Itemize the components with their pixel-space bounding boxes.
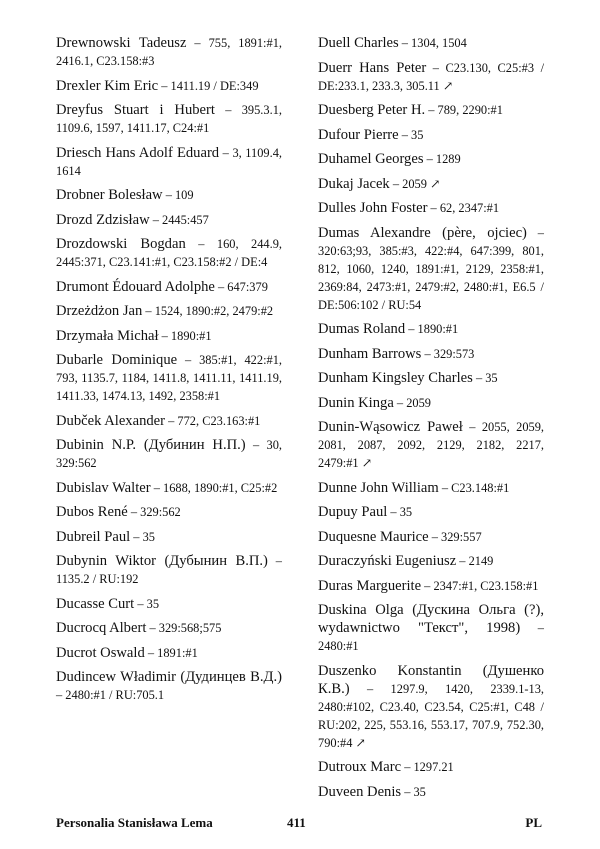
entry-refs: 1297.9, 1420, 2339.1-13, 2480:#102, C23.40, C23.54, C25:#1, C48 / RU:202, 225, 553.16, 553.17, 707.9, 752.30, 790:#4 ↗ (318, 681, 545, 750)
index-entry (56, 528, 282, 546)
entry-name: Drozd Zdzisław (56, 211, 150, 228)
entry-refs: 2347:#1, C23.158:#1 (433, 578, 539, 593)
index-entry (318, 199, 544, 217)
entry-refs: 1304, 1504 (411, 36, 467, 50)
entry-refs: 1890:#1 (417, 322, 459, 336)
entry-refs: 1297.21 (413, 760, 454, 774)
entry-name: Dubček Alexander (56, 412, 166, 429)
entry-dash: – (146, 621, 159, 635)
index-entry (56, 503, 282, 521)
entry-name: Drzeżdżon Jan (56, 303, 143, 319)
entry-dash: – (398, 127, 412, 142)
entry-dash: – (149, 212, 163, 227)
index-entry (56, 302, 282, 320)
entry-dash: – (427, 201, 440, 215)
page-number: 411 (287, 815, 306, 830)
entry-dash: – (398, 36, 412, 50)
entry-name: Dunham Kingsley Charles (318, 370, 473, 386)
entry-dash: – (423, 152, 436, 166)
index-entry (318, 224, 544, 314)
entry-refs: 35 (413, 784, 426, 799)
entry-refs: 35 (142, 529, 155, 544)
entry-refs: 1891:#1 (157, 645, 198, 660)
entry-refs: 2059 (406, 395, 431, 410)
entry-dash: – (150, 480, 163, 495)
entry-refs: 2480:#1 (318, 639, 359, 653)
entry-refs: 2480:#1 / RU:705.1 (65, 688, 165, 702)
entry-refs: 3, 1109.4, 1614 (56, 145, 283, 178)
entry-dash: – (219, 145, 233, 160)
entry-dash: – (142, 304, 155, 318)
index-entry (318, 758, 544, 776)
entry-dash: – (165, 413, 178, 428)
index-entry (56, 186, 282, 204)
entry-refs: 385:#1, 422:#1, 793, 1135.7, 1184, 1411.8, 1411.11, 1411.19, 1411.33, 1474.13, 1492, 2358:#1 (56, 353, 282, 403)
index-entry (318, 662, 544, 752)
entry-dash: – (401, 760, 414, 774)
index-entry (318, 101, 544, 119)
entry-dash: – (144, 645, 158, 660)
entry-refs: 35 (411, 127, 424, 142)
index-entry (56, 34, 282, 70)
entry-name: Dumas Roland (318, 321, 406, 337)
entry-dash: – (421, 578, 434, 593)
entry-dash: – (401, 784, 414, 799)
entry-name: Dupuy Paul (318, 504, 388, 520)
entry-dash: – (214, 279, 228, 294)
entry-name: Duszenko Konstantin (Душенко К.В.) (318, 662, 544, 697)
entry-name: Drzymała Michał (56, 327, 159, 344)
entry-name: Drobner Bolesław (56, 187, 163, 203)
entry-dash: – (472, 371, 486, 385)
entry-name: Drozdowski Bogdan (56, 236, 186, 252)
page-footer (56, 815, 542, 831)
index-entry (318, 320, 544, 338)
entry-dash: – (127, 505, 141, 519)
entry-dash: – (177, 353, 200, 367)
entry-name: Ducrot Oswald (56, 644, 145, 661)
entry-dash: – (130, 529, 143, 544)
entry-name: Dumas Alexandre (père, ojciec) (318, 224, 527, 241)
index-entry (56, 644, 282, 662)
index-entry (56, 552, 282, 588)
index-entry (56, 668, 282, 704)
entry-name: Ducasse Curt (56, 595, 135, 612)
entry-dash: – (158, 328, 171, 343)
entry-dash: – (158, 78, 171, 93)
entry-refs: 1411.19 / DE:349 (170, 78, 259, 93)
entry-name: Dukaj Jacek (318, 175, 390, 192)
index-entry (318, 345, 544, 363)
entry-refs: 1289 (435, 152, 461, 166)
entry-refs: C23.148:#1 (451, 480, 510, 495)
entry-dash: – (267, 554, 282, 568)
entry-name: Duskina Olga (Дускина Ольга (?), wydawnictwo "Текст", 1998) (318, 602, 544, 636)
entry-name: Duquesne Maurice (318, 528, 429, 545)
entry-refs: 2059 ↗ (402, 176, 441, 191)
entry-dash: – (425, 103, 438, 117)
entry-name: Duhamel Georges (318, 151, 424, 167)
entry-dash: – (185, 237, 217, 251)
index-entry (318, 418, 544, 472)
entry-name: Dubreil Paul (56, 528, 131, 545)
entry-name: Duell Charles (318, 35, 399, 51)
index-entry (56, 412, 282, 430)
entry-name: Duraczyński Eugeniusz (318, 553, 457, 569)
entry-refs: 1890:#1 (170, 328, 212, 343)
entry-name: Duerr Hans Peter (318, 59, 427, 76)
index-entry (56, 278, 282, 296)
index-entry (318, 126, 544, 144)
index-entry (318, 369, 544, 387)
entry-refs: 789, 2290:#1 (437, 103, 503, 117)
entry-dash: – (56, 688, 66, 702)
index-entry (56, 436, 282, 472)
entry-refs: C23.130, C25:#3 / DE:233.1, 233.3, 305.11 ↗ (318, 60, 545, 93)
entry-name: Dufour Pierre (318, 126, 399, 143)
entry-name: Duveen Denis (318, 783, 402, 800)
entry-name: Dubynin Wiktor (Дубынин В.П.) (56, 553, 268, 569)
index-entry (56, 144, 282, 180)
entry-name: Duras Marguerite (318, 577, 422, 594)
index-entry (318, 150, 544, 168)
entry-refs: 35 (146, 596, 160, 611)
entry-dash: – (426, 60, 446, 75)
entry-dash: – (162, 188, 175, 202)
index-entry (318, 394, 544, 412)
entry-dash: – (428, 529, 442, 544)
entry-refs: 160, 244.9, 2445:371, C23.141:#1, C23.158:#2 / DE:4 (56, 237, 282, 269)
entry-name: Dunne John William (318, 479, 439, 496)
entry-name: Dulles John Foster (318, 200, 428, 216)
index-entry (318, 479, 544, 497)
entry-refs: 329:568;575 (158, 621, 222, 635)
footer-lang: PL (525, 815, 542, 830)
entry-dash: – (526, 225, 544, 240)
entry-refs: 329:573 (433, 346, 475, 361)
index-entry (56, 479, 282, 497)
entry-name: Dubarle Dominique (56, 352, 178, 368)
index-entry (56, 235, 282, 271)
index-entry (318, 552, 544, 570)
entry-refs: 2149 (468, 554, 494, 568)
entry-refs: 2055, 2059, 2081, 2087, 2092, 2129, 2182, 2217, 2479:#1 ↗ (318, 420, 544, 470)
index-entry (56, 351, 282, 405)
entry-refs: 320:63;93, 385:#3, 422:#4, 647:399, 801, 812, 1060, 1240, 1891:#1, 2129, 2358:#1, 2369:84, 2473:#1, 2479:#2, 2480:#1, E6.5 / DE:506:102 / RU:54 (318, 243, 544, 312)
index-entry (56, 327, 282, 345)
entry-name: Ducrocq Albert (56, 620, 147, 636)
entry-refs: 329:557 (441, 529, 482, 544)
index-entry (56, 595, 282, 613)
entry-name: Dunham Barrows (318, 345, 422, 362)
entry-name: Drumont Édouard Adolphe (56, 278, 215, 295)
index-entry (318, 783, 544, 801)
entry-dash: – (349, 681, 391, 696)
index-entry (318, 175, 544, 193)
entry-name: Dunin-Wąsowicz Paweł (318, 419, 463, 435)
entry-refs: 109 (174, 188, 194, 202)
entry-refs: 35 (399, 505, 413, 519)
right-column (318, 34, 544, 807)
entry-dash: – (134, 596, 147, 611)
entry-refs: 2445:457 (162, 212, 209, 227)
entry-name: Drexler Kim Eric (56, 77, 159, 94)
entry-name: Drewnowski Tadeusz (56, 35, 187, 51)
entry-dash: – (405, 322, 418, 336)
entry-refs: 35 (485, 371, 498, 385)
entry-dash: – (245, 438, 267, 452)
index-entry (318, 59, 544, 95)
entry-name: Dreyfus Stuart i Hubert (56, 102, 215, 118)
footer-title: Personalia Stanisława Lema (56, 815, 213, 830)
index-entry (56, 619, 282, 637)
index-entry (318, 503, 544, 521)
index-entry (56, 77, 282, 95)
entry-refs: 395.3.1, 1109.6, 1597, 1411.17, C24:#1 (56, 103, 282, 135)
entry-name: Dubislav Walter (56, 479, 151, 496)
index-entry (318, 528, 544, 546)
entry-refs: 1524, 1890:#2, 2479:#2 (154, 304, 274, 318)
entry-refs: 1688, 1890:#1, C25:#2 (163, 480, 278, 495)
entry-dash: – (438, 480, 452, 495)
entry-name: Dunin Kinga (318, 394, 394, 411)
entry-dash: – (214, 103, 242, 117)
entry-name: Dudincew Władimir (Дудинцев В.Д.) (56, 669, 282, 685)
entry-dash: – (421, 346, 434, 361)
entry-name: Dubos René (56, 504, 128, 520)
entry-name: Dubinin N.P. (Дубинин Н.П.) (56, 437, 246, 453)
index-entry (318, 601, 544, 655)
entry-refs: 772, C23.163:#1 (177, 413, 261, 428)
entry-name: Dutroux Marc (318, 759, 402, 775)
entry-refs: 647:379 (227, 279, 268, 294)
entry-refs: 329:562 (140, 505, 181, 519)
index-entry (56, 101, 282, 137)
entry-dash: – (520, 621, 544, 635)
entry-dash: – (387, 505, 400, 519)
entry-refs: 755, 1891:#1, 2416.1, C23.158:#3 (56, 36, 282, 68)
entry-refs: 30, 329:562 (56, 438, 282, 470)
left-column (56, 34, 282, 711)
entry-refs: 1135.2 / RU:192 (56, 572, 139, 586)
entry-dash: – (462, 420, 482, 434)
entry-name: Duesberg Peter H. (318, 102, 426, 118)
index-entry (318, 34, 544, 52)
entry-refs: 62, 2347:#1 (439, 201, 500, 215)
entry-dash: – (393, 395, 407, 410)
index-entry (318, 577, 544, 595)
entry-dash: – (389, 176, 403, 191)
entry-name: Driesch Hans Adolf Eduard (56, 144, 220, 161)
entry-dash: – (186, 36, 209, 50)
index-entry (56, 211, 282, 229)
entry-dash: – (456, 554, 469, 568)
